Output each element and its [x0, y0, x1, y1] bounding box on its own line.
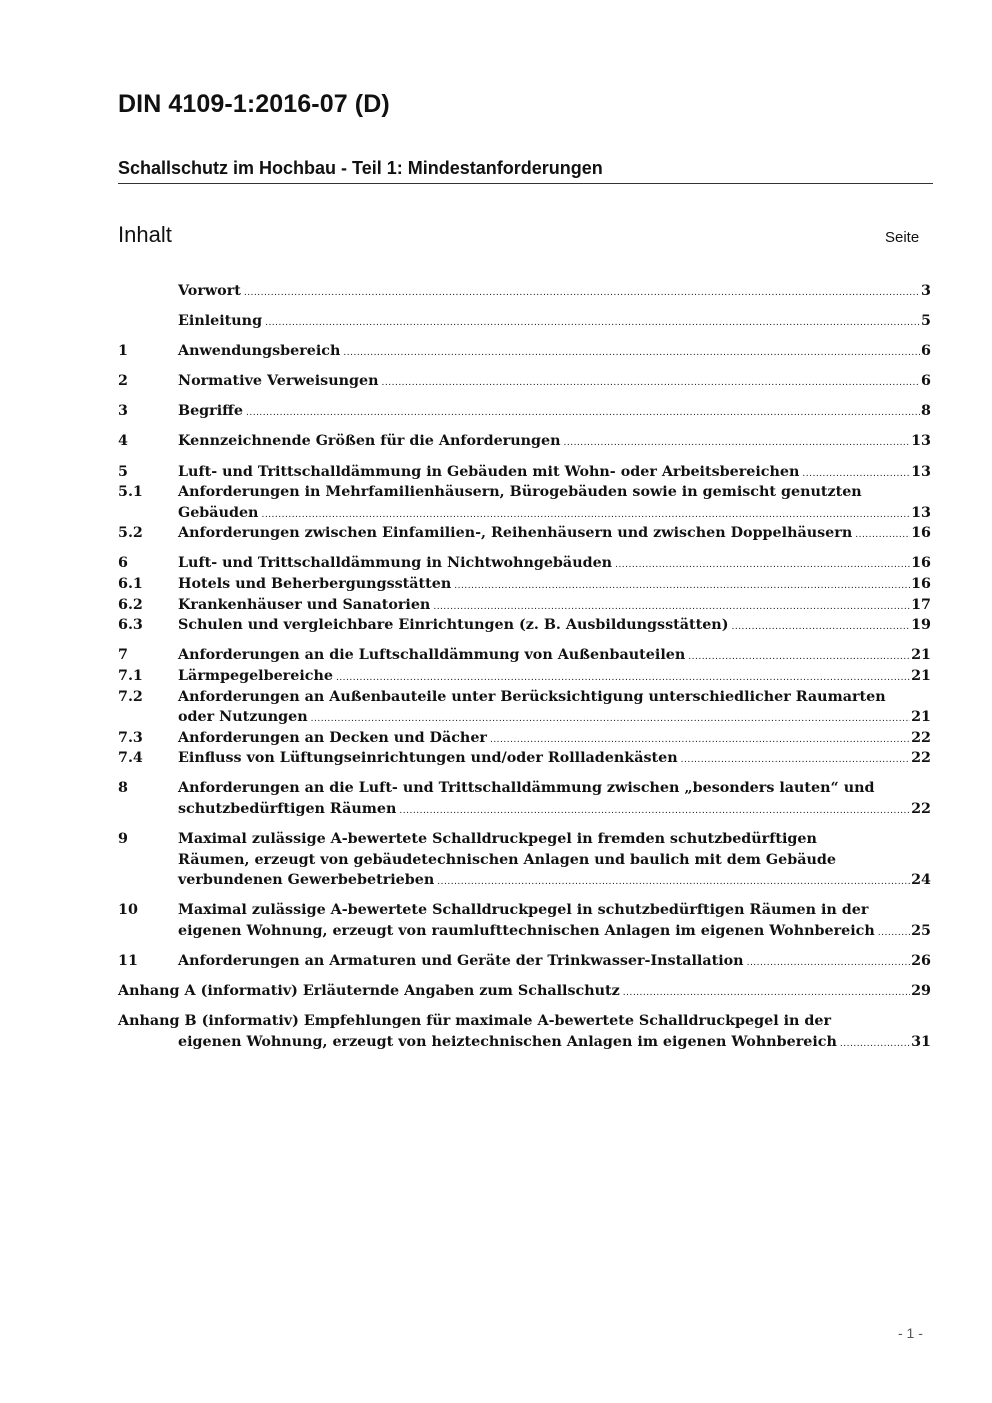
- dot-leader: [433, 595, 910, 616]
- dot-leader: [399, 799, 910, 820]
- toc-entry[interactable]: [118, 482, 931, 523]
- toc-page-number: 29: [911, 983, 931, 1000]
- toc-title: Maximal zulässige A-bewertete Schalldruckpegel in schutzbedürftigen Räumen in der: [178, 902, 869, 919]
- toc-title: eigenen Wohnung, erzeugt von heiztechnischen Anlagen im eigenen Wohnbereich: [178, 1033, 837, 1050]
- toc-section-number: 1: [118, 343, 128, 360]
- document-subtitle: Schallschutz im Hochbau - Teil 1: Mindestanforderungen: [118, 158, 603, 178]
- toc-line: [118, 553, 931, 574]
- toc-section-number: 6.2: [118, 596, 143, 613]
- toc-page-number: 13: [911, 504, 931, 521]
- dot-leader: [343, 341, 920, 362]
- toc-line: [118, 503, 931, 524]
- toc-title: Einfluss von Lüftungseinrichtungen und/oder Rollladenkästen: [178, 750, 678, 767]
- toc-title: Anforderungen zwischen Einfamilien-, Reihenhäusern und zwischen Doppelhäusern: [178, 525, 853, 542]
- toc-entry[interactable]: [118, 981, 931, 1002]
- toc-section-number: 6.1: [118, 576, 143, 593]
- toc-title: Einleitung: [178, 313, 263, 330]
- dot-leader: [623, 981, 910, 1002]
- dot-leader: [731, 615, 910, 636]
- toc-line: [118, 799, 931, 820]
- toc-title: Anforderungen an die Luftschalldämmung von Außenbauteilen: [178, 647, 686, 664]
- toc-page-number: 16: [911, 525, 931, 542]
- toc-page-number: 16: [911, 576, 931, 593]
- toc-entry[interactable]: [118, 431, 931, 452]
- toc-line: [118, 778, 931, 799]
- toc-line: [118, 748, 931, 769]
- toc-entry[interactable]: [118, 666, 931, 687]
- dot-leader: [688, 645, 910, 666]
- table-of-contents: [118, 281, 931, 1062]
- toc-page-number: 3: [921, 283, 931, 299]
- toc-title: Gebäuden: [178, 504, 259, 521]
- toc-page-number: 26: [911, 953, 931, 970]
- toc-title: Lärmpegelbereiche: [178, 667, 333, 684]
- toc-line: [118, 951, 931, 972]
- toc-line: [118, 645, 931, 666]
- toc-entry[interactable]: [118, 401, 931, 422]
- toc-entry[interactable]: [118, 341, 931, 362]
- title-divider: [118, 183, 933, 184]
- toc-section-number: 7.4: [118, 750, 143, 767]
- toc-entry[interactable]: [118, 645, 931, 666]
- toc-title: schutzbedürftigen Räumen: [178, 800, 397, 817]
- toc-title: Räumen, erzeugt von gebäudetechnischen Anlagen und baulich mit dem Gebäude: [178, 851, 836, 868]
- toc-line: [118, 1032, 931, 1053]
- toc-page-number: 19: [911, 617, 931, 634]
- toc-title: Anforderungen an Außenbauteile unter Berücksichtigung unterschiedlicher Raumarten: [178, 688, 886, 705]
- toc-title: oder Nutzungen: [178, 709, 308, 726]
- toc-line: [118, 829, 931, 850]
- toc-section-number: 7.2: [118, 688, 143, 705]
- toc-line: [118, 850, 931, 871]
- toc-section-number: 10: [118, 902, 138, 919]
- toc-title: Anforderungen an Armaturen und Geräte der Trinkwasser-Installation: [178, 953, 744, 970]
- toc-title: Anforderungen an Decken und Dächer: [178, 729, 487, 746]
- toc-line: [118, 482, 931, 503]
- toc-line: [118, 870, 931, 891]
- dot-leader: [265, 311, 920, 332]
- dot-leader: [244, 281, 920, 302]
- toc-entry[interactable]: [118, 523, 931, 544]
- toc-page-number: 31: [911, 1033, 931, 1050]
- toc-title: Anwendungsbereich: [178, 343, 341, 360]
- toc-line: [118, 921, 931, 942]
- toc-title: Schulen und vergleichbare Einrichtungen (z. B. Ausbildungsstätten): [178, 617, 729, 634]
- dot-leader: [840, 1032, 910, 1053]
- toc-section-number: 4: [118, 433, 128, 450]
- toc-section-number: 7.1: [118, 667, 143, 684]
- toc-entry[interactable]: [118, 951, 931, 972]
- toc-title: verbundenen Gewerbebetrieben: [178, 872, 435, 889]
- dot-leader: [437, 870, 910, 891]
- dot-leader: [747, 951, 911, 972]
- toc-line: [118, 981, 931, 1002]
- toc-title: Anforderungen an die Luft- und Trittschalldämmung zwischen „besonders lauten“ und: [178, 780, 875, 797]
- toc-line: [118, 687, 931, 708]
- toc-page-number: 22: [911, 750, 931, 767]
- toc-title: Vorwort: [178, 283, 241, 299]
- dot-leader: [382, 371, 921, 392]
- toc-section-number: 6: [118, 555, 128, 572]
- toc-entry[interactable]: [118, 728, 931, 749]
- toc-entry[interactable]: [118, 615, 931, 636]
- toc-line: [118, 523, 931, 544]
- toc-line: [118, 728, 931, 749]
- toc-heading: Inhalt: [118, 222, 172, 247]
- toc-entry[interactable]: [118, 1011, 931, 1052]
- toc-entry[interactable]: [118, 748, 931, 769]
- toc-title: Normative Verweisungen: [178, 373, 379, 390]
- toc-line: [118, 900, 931, 921]
- dot-leader: [855, 523, 910, 544]
- dot-leader: [490, 728, 910, 749]
- toc-title: Kennzeichnende Größen für die Anforderungen: [178, 433, 561, 450]
- toc-section-number: 5.1: [118, 484, 143, 501]
- toc-line: [118, 595, 931, 616]
- toc-entry[interactable]: [118, 574, 931, 595]
- toc-entry[interactable]: [118, 687, 931, 728]
- toc-title: Begriffe: [178, 403, 243, 420]
- toc-line: [118, 341, 931, 362]
- toc-page-number: 6: [921, 373, 931, 390]
- dot-leader: [336, 666, 910, 687]
- toc-page-number: 6: [921, 343, 931, 360]
- toc-page-number: 21: [911, 647, 931, 664]
- toc-entry[interactable]: [118, 371, 931, 392]
- toc-page-number: 5: [921, 313, 931, 330]
- toc-section-number: 9: [118, 831, 128, 848]
- toc-page-number: 22: [911, 729, 931, 746]
- dot-leader: [454, 574, 910, 595]
- toc-line: [118, 431, 931, 452]
- toc-title: Luft- und Trittschalldämmung in Nichtwohngebäuden: [178, 555, 613, 572]
- toc-title: Anhang A (informativ) Erläuternde Angaben zum Schallschutz: [118, 983, 620, 1000]
- toc-page-number: 13: [911, 433, 931, 450]
- toc-line: [118, 281, 931, 302]
- dot-leader: [311, 707, 910, 728]
- toc-page-number: 24: [911, 872, 931, 889]
- toc-page-number: 25: [911, 922, 931, 939]
- dot-leader: [615, 553, 910, 574]
- dot-leader: [681, 748, 910, 769]
- page-column-label: Seite: [885, 229, 920, 246]
- toc-line: [118, 666, 931, 687]
- document-title: DIN 4109-1:2016-07 (D): [118, 90, 390, 118]
- toc-entry[interactable]: [118, 595, 931, 616]
- toc-page-number: 21: [911, 667, 931, 684]
- toc-entry[interactable]: [118, 829, 931, 891]
- toc-title: Anhang B (informativ) Empfehlungen für maximale A-bewertete Schalldruckpegel in der: [118, 1013, 832, 1030]
- toc-page-number: 13: [911, 463, 931, 480]
- toc-section-number: 2: [118, 373, 128, 390]
- toc-page-number: 21: [911, 709, 931, 726]
- dot-leader: [261, 503, 910, 524]
- toc-title: Maximal zulässige A-bewertete Schalldruckpegel in fremden schutzbedürftigen: [178, 831, 817, 848]
- toc-line: [118, 462, 931, 483]
- toc-page-number: 8: [921, 403, 931, 420]
- dot-leader: [878, 921, 910, 942]
- toc-entry[interactable]: [118, 311, 931, 332]
- toc-line: [118, 311, 931, 332]
- toc-section-number: 6.3: [118, 617, 143, 634]
- toc-section-number: 7: [118, 647, 128, 664]
- toc-title: Krankenhäuser und Sanatorien: [178, 596, 431, 613]
- toc-page-number: 17: [911, 596, 931, 613]
- dot-leader: [563, 431, 910, 452]
- toc-section-number: 5.2: [118, 525, 143, 542]
- toc-title: Anforderungen in Mehrfamilienhäusern, Bürogebäuden sowie in gemischt genutzten: [178, 484, 862, 501]
- toc-title: eigenen Wohnung, erzeugt von raumlufttechnischen Anlagen im eigenen Wohnbereich: [178, 922, 875, 939]
- toc-line: [118, 401, 931, 422]
- toc-page-number: 22: [911, 800, 931, 817]
- dot-leader: [246, 401, 920, 422]
- toc-line: [118, 371, 931, 392]
- toc-entry[interactable]: [118, 462, 931, 483]
- toc-line: [118, 1011, 931, 1032]
- toc-entry[interactable]: [118, 900, 931, 941]
- toc-title: Luft- und Trittschalldämmung in Gebäuden mit Wohn- oder Arbeitsbereichen: [178, 463, 800, 480]
- toc-line: [118, 574, 931, 595]
- toc-section-number: 3: [118, 403, 128, 420]
- toc-line: [118, 707, 931, 728]
- toc-page-number: 16: [911, 555, 931, 572]
- toc-entry[interactable]: [118, 778, 931, 819]
- toc-section-number: 7.3: [118, 729, 143, 746]
- toc-section-number: 8: [118, 780, 128, 797]
- toc-entry[interactable]: [118, 281, 931, 302]
- toc-line: [118, 615, 931, 636]
- toc-entry[interactable]: [118, 553, 931, 574]
- dot-leader: [802, 462, 910, 483]
- toc-section-number: 5: [118, 463, 128, 480]
- toc-title: Hotels und Beherbergungsstätten: [178, 576, 452, 593]
- toc-section-number: 11: [118, 953, 138, 970]
- page-number: - 1 -: [898, 1325, 923, 1341]
